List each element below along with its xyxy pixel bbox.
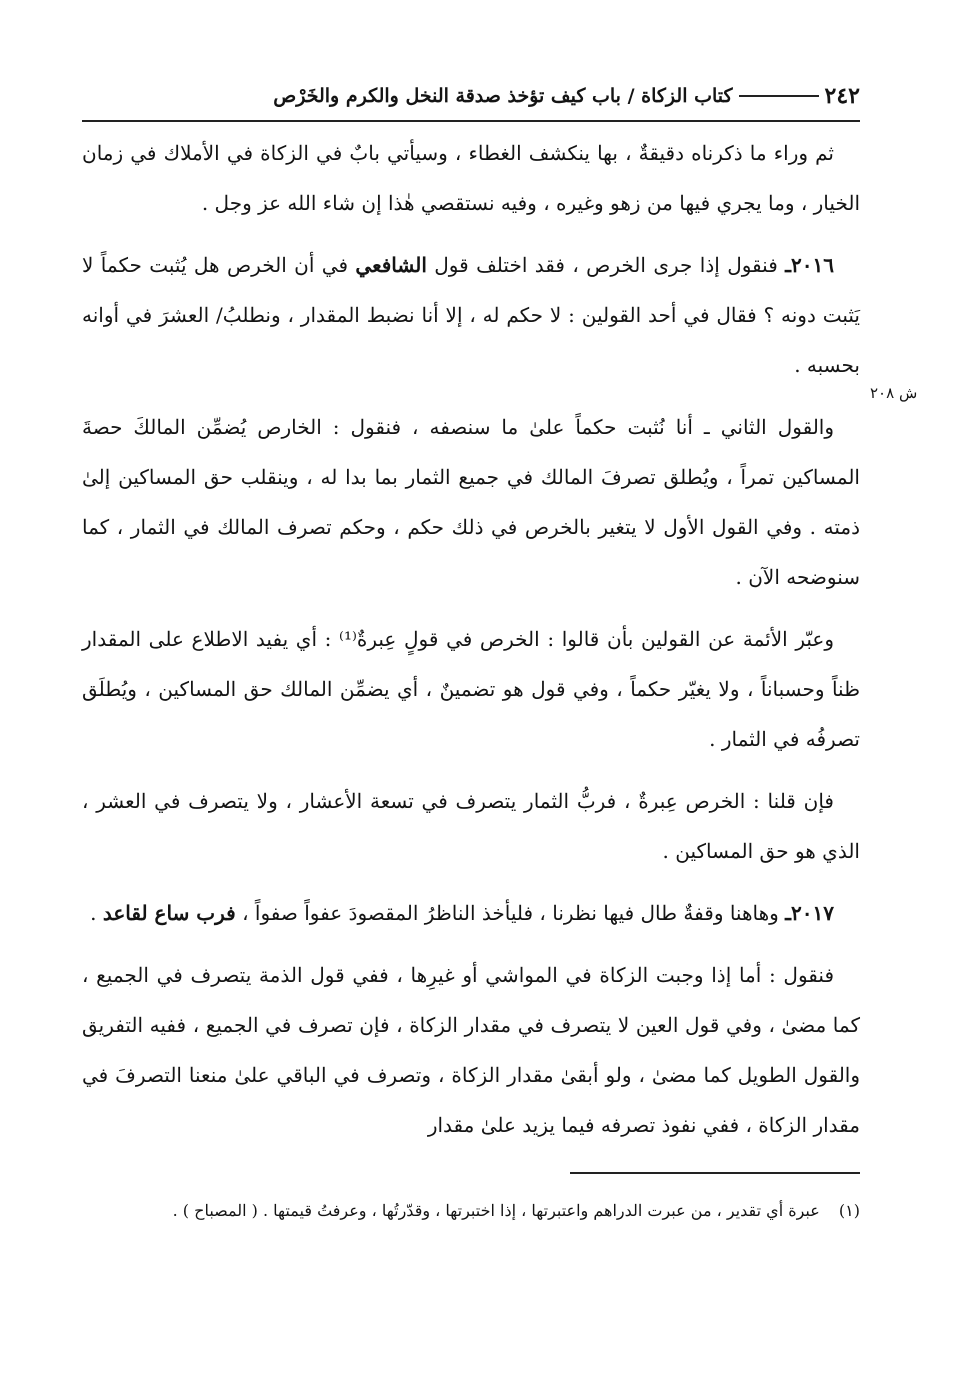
issue-number: ٢٠١٦ـ — [785, 253, 834, 277]
paragraph-text: فنقول إذا جرى الخرص ، فقد اختلف قول — [426, 253, 786, 277]
bold-proverb: فرب ساع لقاعد — [102, 901, 236, 925]
footnote-text: عبرة أي تقدير ، من عبرت الدراهم واعتبرتها ، إذا اختبرتها ، وقدّرتُها ، وعرفتُ قيمتها . ( المصباح ) . — [172, 1201, 820, 1220]
footnote-marker: (١) — [838, 1201, 860, 1220]
paragraph-5 — [82, 776, 860, 876]
footnote — [82, 1196, 860, 1226]
paragraph-text: ثم وراء ما ذكرناه دقيقةٌ ، بها ينكشف الغطاء ، وسيأتي بابٌ في الزكاة في الأملاك في زمان الخيار ، وما يجري فيها من زهو وغيره ، وفيه نستقصي هٰذا إن شاء الله عز وجل . — [82, 141, 860, 215]
paragraph-text: والقول الثاني ـ أنا نُثبت حكماً علىٰ ما سنصفه ، فنقول : الخارص يُضمِّن المالكَ حصةَ المساكين تمراً ، ويُطلق تصرفَ المالك في جميع الثمار بما بدا له ، وينقلب حق المساكين إلىٰ ذمته . وفي القول الأول لا يتغير بالخرص في ذلك حكم ، وحكم تصرف المالك في الثمار ، كما سنوضحه الآن . — [82, 415, 860, 589]
page-number: ٢٤٢ — [824, 83, 860, 109]
issue-number: ٢٠١٧ـ — [785, 901, 834, 925]
footnote-rule — [570, 1172, 860, 1174]
paragraph-text: وعبّر الأئمة عن القولين بأن قالوا : الخرص في قولٍ عِبرةٌ⁽¹⁾ : أي يفيد الاطلاع على المقدار ظناً وحسباناً ، ولا يغيّر حكماً ، وفي قول هو تضمينٌ ، أي يضمِّن المالك حق المساكين ، ويُطلَق تصرفُه في الثمار . — [82, 627, 860, 751]
paragraph-text: فنقول : أما إذا وجبت الزكاة في المواشي أو غيرِها ، ففي قول الذمة يتصرف في الجميع ، كما مضىٰ ، وفي قول العين لا يتصرف في مقدار الزكاة ، فإن تصرف في الجميع ، ففيه التفريق والقول الطويل كما مضىٰ ، ولو أبقىٰ مقدار الزكاة ، وتصرف في الباقي علىٰ منعنا التصرفَ في مقدار الزكاة ، ففي نفوذ تصرفه فيما يزيد علىٰ مقدار — [82, 963, 860, 1137]
paragraph-text: وهاهنا وقفةٌ طال فيها نظرنا ، فليأخذ الناظرُ المقصودَ عفواً صفواً ، — [235, 901, 786, 925]
bold-name: الشافعي — [355, 253, 427, 277]
paragraph-text: فإن قلنا : الخرص عِبرةٌ ، فربُّ الثمار يتصرف في تسعة الأعشار ، ولا يتصرف في العشر ، الذي هو حق المساكين . — [82, 789, 860, 863]
body-text — [82, 128, 860, 1162]
header-rule — [739, 95, 819, 97]
paragraph-2016 — [82, 240, 860, 390]
paragraph-text: . — [90, 901, 103, 925]
running-title: كتاب الزكاة / باب كيف تؤخذ صدقة النخل والكرم والخَرْص — [273, 85, 733, 107]
paragraph-7 — [82, 950, 860, 1150]
paragraph-4 — [82, 614, 860, 764]
paragraph-2017 — [82, 888, 860, 938]
paragraph-3 — [82, 402, 860, 602]
page-header — [82, 72, 860, 122]
paragraph-text: في أن الخرص هل يُثبت حكماً لا يَثبت دونه ؟ فقال في أحد القولين : لا حكم له ، إلا أنا نضبط المقدار ، ونطلبُ/ العشرَ في أوانه بحسبه . — [82, 253, 860, 377]
paragraph-1 — [82, 128, 860, 228]
margin-page-reference: ش ٢٠٨ — [870, 384, 918, 402]
